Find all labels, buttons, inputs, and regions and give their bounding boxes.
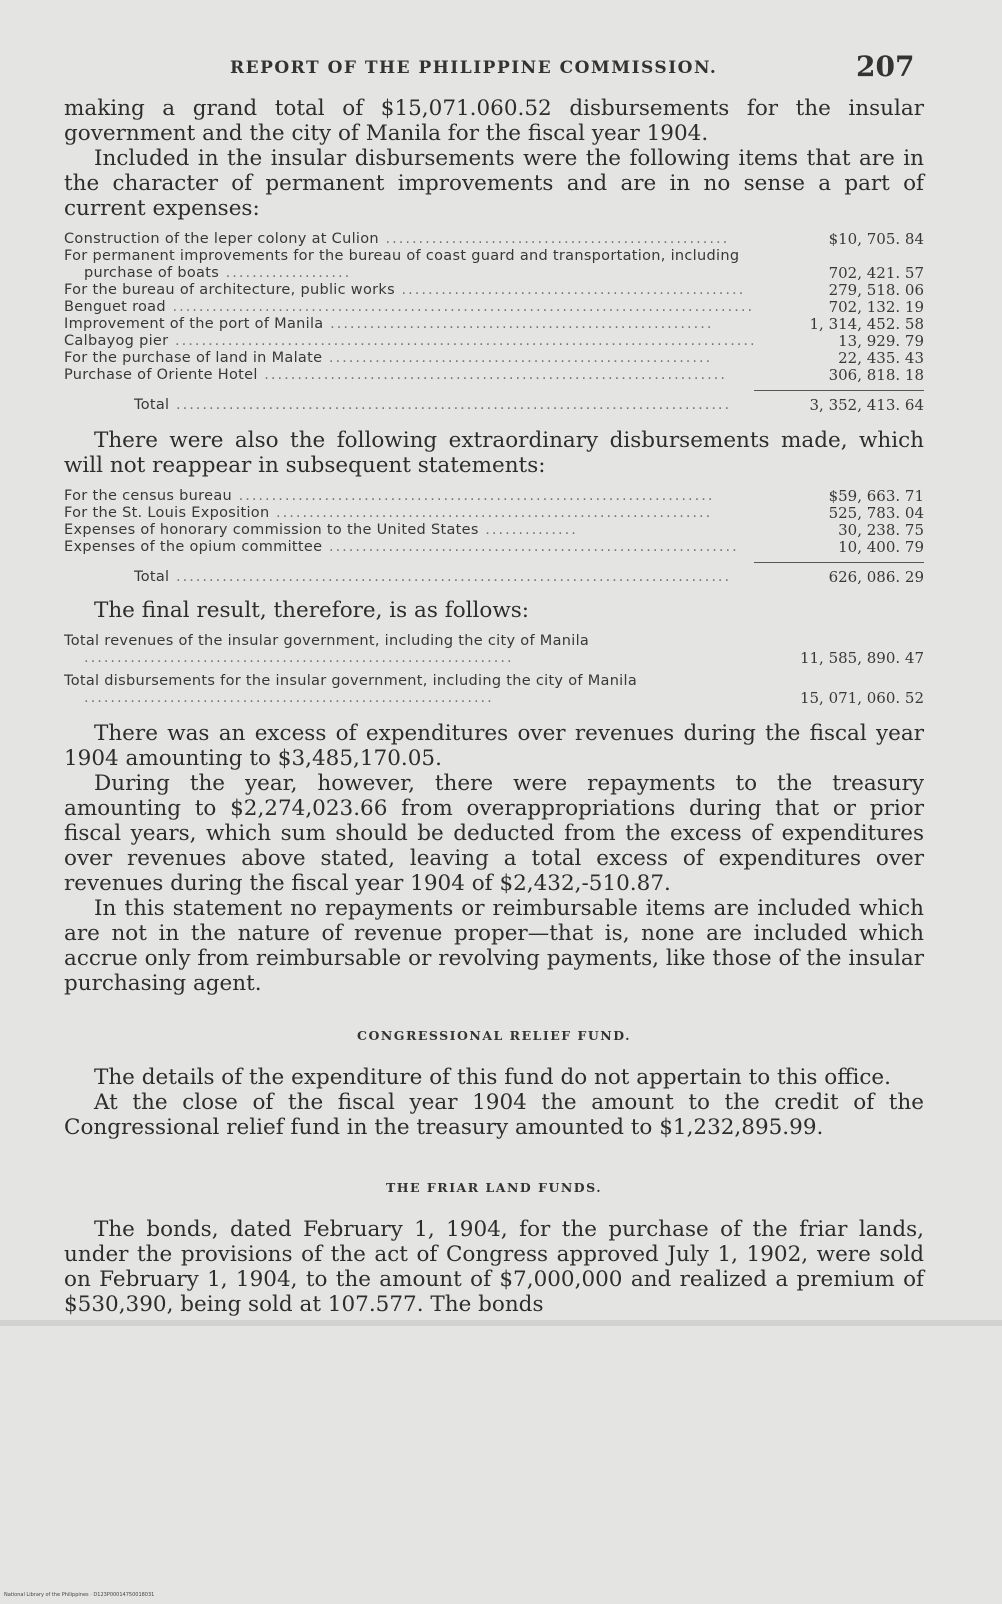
section-heading-relief-fund: CONGRESSIONAL RELIEF FUND.: [357, 1028, 631, 1043]
row-amount: $59, 663. 71: [828, 487, 924, 505]
table-row: [64, 350, 924, 367]
table-row: [64, 367, 924, 384]
total-amount: 626, 086. 29: [828, 568, 924, 586]
row-label: Purchase of Oriente Hotel ......................................................................: [64, 367, 727, 383]
paragraph-final-result-intro: The final result, therefore, is as follows:: [94, 598, 530, 623]
total-label: Total ....................................................................................: [134, 569, 732, 585]
paragraph-friar-bonds: The bonds, dated February 1, 1904, for the purchase of the friar lands, under the provisions of the act of Congress approved July 1, 1902, were sold on February 1, 1904, to the amount of $7,000,000 and realized a premium of $530,390, being sold at 107.577. The bonds: [64, 1217, 924, 1317]
row-amount: $10, 705. 84: [828, 230, 924, 248]
row-amount: 525, 783. 04: [828, 504, 924, 522]
page-number: 207: [856, 50, 915, 83]
row-amount: 1, 314, 452. 58: [809, 315, 924, 333]
final-result-table: [64, 633, 924, 707]
row-amount: 279, 518. 06: [828, 281, 924, 299]
total-rule: [754, 562, 924, 563]
row-label: For the census bureau ........................................................................: [64, 488, 715, 504]
row-amount: 10, 400. 79: [838, 538, 924, 556]
row-label: Calbayog pier ........................................................................................: [64, 333, 757, 349]
paragraph-relief-credit: At the close of the fiscal year 1904 the amount to the credit of the Congressional relief fund in the treasury amounted to $1,232,895.99.: [64, 1090, 924, 1140]
page-content: [64, 96, 924, 1317]
table-row: [64, 282, 924, 299]
table-row: [64, 231, 924, 248]
page-header: [0, 50, 1002, 90]
running-title: REPORT OF THE PHILIPPINE COMMISSION.: [230, 58, 718, 78]
table-row: [64, 505, 924, 522]
row-label: For the bureau of architecture, public works ....................................................: [64, 282, 746, 298]
row-label: Total disbursements for the insular government, including the city of Manila ..............................................................: [64, 673, 638, 706]
row-label: Total revenues of the insular government, including the city of Manila .................................................................: [64, 633, 590, 666]
table-row: [64, 333, 924, 350]
row-amount: 13, 929. 79: [838, 332, 924, 350]
row-label: For permanent improvements for the bureau of coast guard and transportation, including purchase of boats ...................: [64, 248, 740, 281]
table-row: [64, 248, 924, 282]
table-row: [64, 488, 924, 505]
extraordinary-table: [64, 488, 924, 586]
table-total-row: [64, 569, 924, 586]
total-label: Total ....................................................................................: [134, 397, 732, 413]
row-amount: 30, 238. 75: [838, 521, 924, 539]
scan-source-caption: National Library of the Philippines · D123P00014750018031: [4, 1592, 155, 1598]
row-label: For the purchase of land in Malate ..........................................................: [64, 350, 713, 366]
row-amount: 702, 421. 57: [828, 264, 924, 282]
paragraph-permanent-intro: Included in the insular disbursements were the following items that are in the character of permanent improvements and are in no sense a part of current expenses:: [64, 146, 924, 221]
row-label: Expenses of honorary commission to the United States ..............: [64, 522, 578, 538]
total-amount: 3, 352, 413. 64: [809, 396, 924, 414]
row-amount: 15, 071, 060. 52: [799, 689, 924, 707]
table-row: [64, 522, 924, 539]
table-row: [64, 539, 924, 556]
row-label: Construction of the leper colony at Culion ....................................................: [64, 231, 730, 247]
table-row: [64, 299, 924, 316]
total-rule: [754, 390, 924, 391]
row-label: For the St. Louis Exposition ..................................................................: [64, 505, 713, 521]
paragraph-relief-details: The details of the expenditure of this fund do not appertain to this office.: [94, 1065, 891, 1090]
paragraph-excess: There was an excess of expenditures over revenues during the fiscal year 1904 amounting to $3,485,170.05.: [64, 721, 924, 771]
table-row: [64, 673, 924, 707]
row-amount: 702, 132. 19: [828, 298, 924, 316]
section-heading-friar-land: THE FRIAR LAND FUNDS.: [385, 1180, 603, 1195]
table-row: [64, 633, 924, 667]
paragraph-repayments: During the year, however, there were repayments to the treasury amounting to $2,274,023.66 from overappropriations during that or prior fiscal years, which sum should be deducted from the excess of expenditures over revenues above stated, leaving a total excess of expenditures over revenues during the fiscal year 1904 of $2,432,-510.87.: [64, 771, 924, 896]
row-amount: 11, 585, 890. 47: [799, 649, 924, 667]
row-label: Benguet road ........................................................................................: [64, 299, 755, 315]
row-amount: 22, 435. 43: [838, 349, 924, 367]
permanent-improvements-table: [64, 231, 924, 414]
paragraph-extraordinary-intro: There were also the following extraordinary disbursements made, which will not reappear in subsequent statements:: [64, 428, 924, 478]
row-amount: 306, 818. 18: [828, 366, 924, 384]
table-total-row: [64, 397, 924, 414]
table-row: [64, 316, 924, 333]
row-label: Improvement of the port of Manila ..........................................................: [64, 316, 714, 332]
scan-fold-band: [0, 1320, 1002, 1326]
row-label: Expenses of the opium committee ..............................................................: [64, 539, 739, 555]
paragraph-grand-total: making a grand total of $15,071.060.52 disbursements for the insular government and the city of Manila for the fiscal year 1904.: [64, 96, 924, 146]
paragraph-statement: In this statement no repayments or reimbursable items are included which are not in the nature of revenue proper—that is, none are included which accrue only from reimbursable or revolving payments, like those of the insular purchasing agent.: [64, 896, 924, 996]
